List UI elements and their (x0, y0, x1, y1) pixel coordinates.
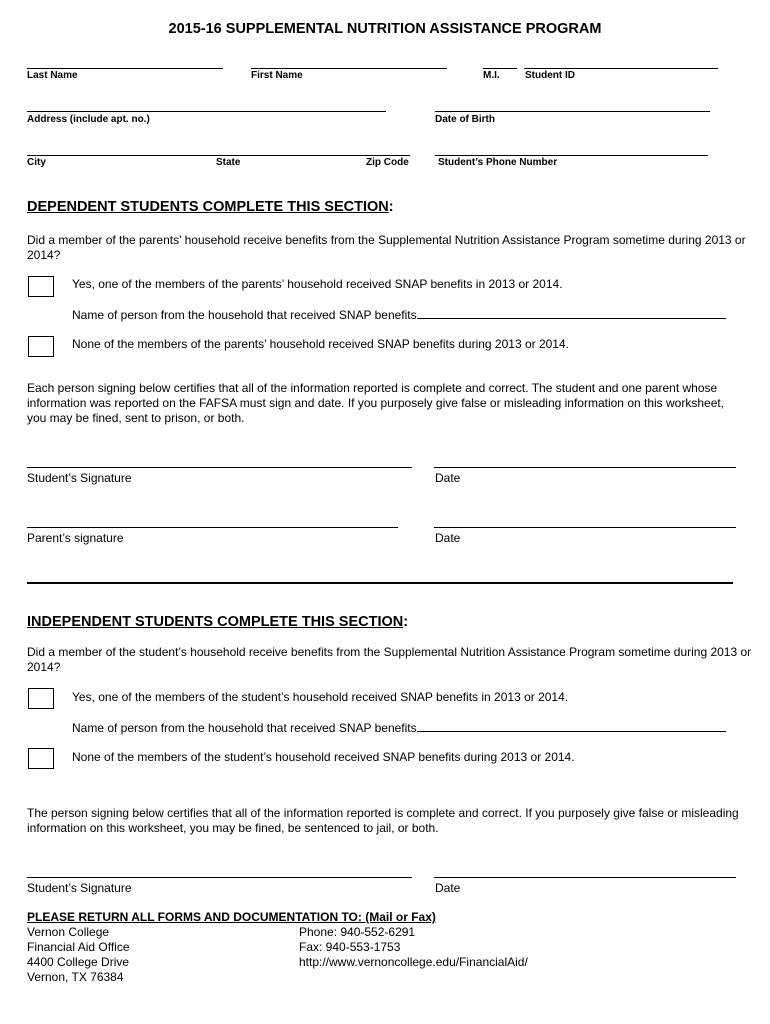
independent-name-line[interactable] (417, 719, 726, 732)
dependent-heading-colon: : (388, 199, 394, 215)
dependent-date1-label: Date (435, 471, 461, 485)
independent-heading-colon: : (403, 614, 409, 630)
return-address-line-3: 4400 College Drive (27, 955, 130, 969)
dependent-name-label: Name of person from the household that received SNAP benefits (72, 308, 417, 322)
last-name-label: Last Name (27, 70, 78, 81)
return-address-line-1: Vernon College (27, 925, 110, 939)
dependent-none-label: None of the members of the parents’ household received SNAP benefits during 2013 or 2014. (72, 337, 569, 351)
independent-none-checkbox[interactable] (28, 748, 54, 769)
dob-line[interactable] (435, 111, 710, 112)
dependent-date2-line[interactable] (434, 527, 736, 528)
phone-label: Student’s Phone Number (438, 157, 558, 168)
independent-question: Did a member of the student’s household receive benefits from the Supplemental Nutrition Assistance Program sometime during 2013 or 2014? (27, 645, 752, 674)
independent-date-line[interactable] (434, 877, 736, 878)
student-id-line[interactable] (524, 68, 718, 69)
return-phone: Phone: 940-552-6291 (299, 925, 416, 939)
independent-none-label: None of the members of the student’s household received SNAP benefits during 2013 or 2014. (72, 750, 575, 764)
return-heading: PLEASE RETURN ALL FORMS AND DOCUMENTATION TO: (Mail or Fax) (27, 910, 436, 924)
dependent-student-signature-line[interactable] (27, 467, 412, 468)
independent-date-label: Date (435, 881, 461, 895)
section-divider (27, 582, 733, 584)
return-address-line-2: Financial Aid Office (27, 940, 130, 954)
dependent-heading-text: DEPENDENT STUDENTS COMPLETE THIS SECTION (27, 199, 389, 215)
first-name-line[interactable] (251, 68, 447, 69)
independent-name-label: Name of person from the household that received SNAP benefits (72, 721, 417, 735)
address-line[interactable] (27, 111, 386, 112)
return-fax: Fax: 940-553-1753 (299, 940, 401, 954)
dependent-yes-label: Yes, one of the members of the parents’ household received SNAP benefits in 2013 or 2014. (72, 277, 563, 291)
phone-line[interactable] (435, 155, 708, 156)
return-url[interactable]: http://www.vernoncollege.edu/FinancialAid/ (299, 955, 528, 969)
state-label: State (216, 157, 241, 168)
dependent-yes-checkbox[interactable] (28, 276, 54, 297)
independent-heading (27, 614, 408, 630)
dependent-date1-line[interactable] (434, 467, 736, 468)
dependent-name-row (72, 306, 726, 323)
independent-name-row (72, 719, 726, 736)
address-label: Address (include apt. no.) (27, 114, 150, 125)
first-name-label: First Name (251, 70, 303, 81)
student-id-label: Student ID (525, 70, 575, 81)
mi-line[interactable] (483, 68, 517, 69)
dependent-heading (27, 199, 394, 215)
city-label: City (27, 157, 46, 168)
independent-student-signature-line[interactable] (27, 877, 412, 878)
mi-label: M.I. (483, 70, 500, 81)
dob-label: Date of Birth (435, 114, 495, 125)
parent-signature-label: Parent’s signature (27, 531, 124, 545)
independent-student-signature-label: Student’s Signature (27, 881, 132, 895)
last-name-line[interactable] (27, 68, 223, 69)
independent-heading-text: INDEPENDENT STUDENTS COMPLETE THIS SECTION (27, 614, 404, 630)
dependent-date2-label: Date (435, 531, 461, 545)
city-state-zip-line[interactable] (27, 155, 410, 156)
form-title: 2015-16 SUPPLEMENTAL NUTRITION ASSISTANCE PROGRAM (168, 21, 602, 37)
independent-yes-checkbox[interactable] (28, 688, 54, 709)
zip-label: Zip Code (366, 157, 409, 168)
dependent-certify-text: Each person signing below certifies that all of the information reported is complete and correct. The student and one parent whose information was reported on the FAFSA must sign and date. If you purposely give false or misleading information on this worksheet, you may be fined, sent to prison, or both. (27, 381, 725, 425)
dependent-name-line[interactable] (417, 306, 726, 319)
dependent-student-signature-label: Student’s Signature (27, 471, 132, 485)
dependent-question: Did a member of the parents’ household receive benefits from the Supplemental Nutrition Assistance Program sometime during 2013 or 2014? (27, 233, 746, 262)
dependent-none-checkbox[interactable] (28, 336, 54, 357)
independent-yes-label: Yes, one of the members of the student’s household received SNAP benefits in 2013 or 2014. (72, 690, 569, 704)
independent-certify-text: The person signing below certifies that all of the information reported is complete and correct. If you purposely give false or misleading information on this worksheet, you may be fined, be sentenced to jail, or both. (27, 806, 739, 835)
parent-signature-line[interactable] (27, 527, 398, 528)
return-address-line-4: Vernon, TX 76384 (27, 970, 124, 984)
